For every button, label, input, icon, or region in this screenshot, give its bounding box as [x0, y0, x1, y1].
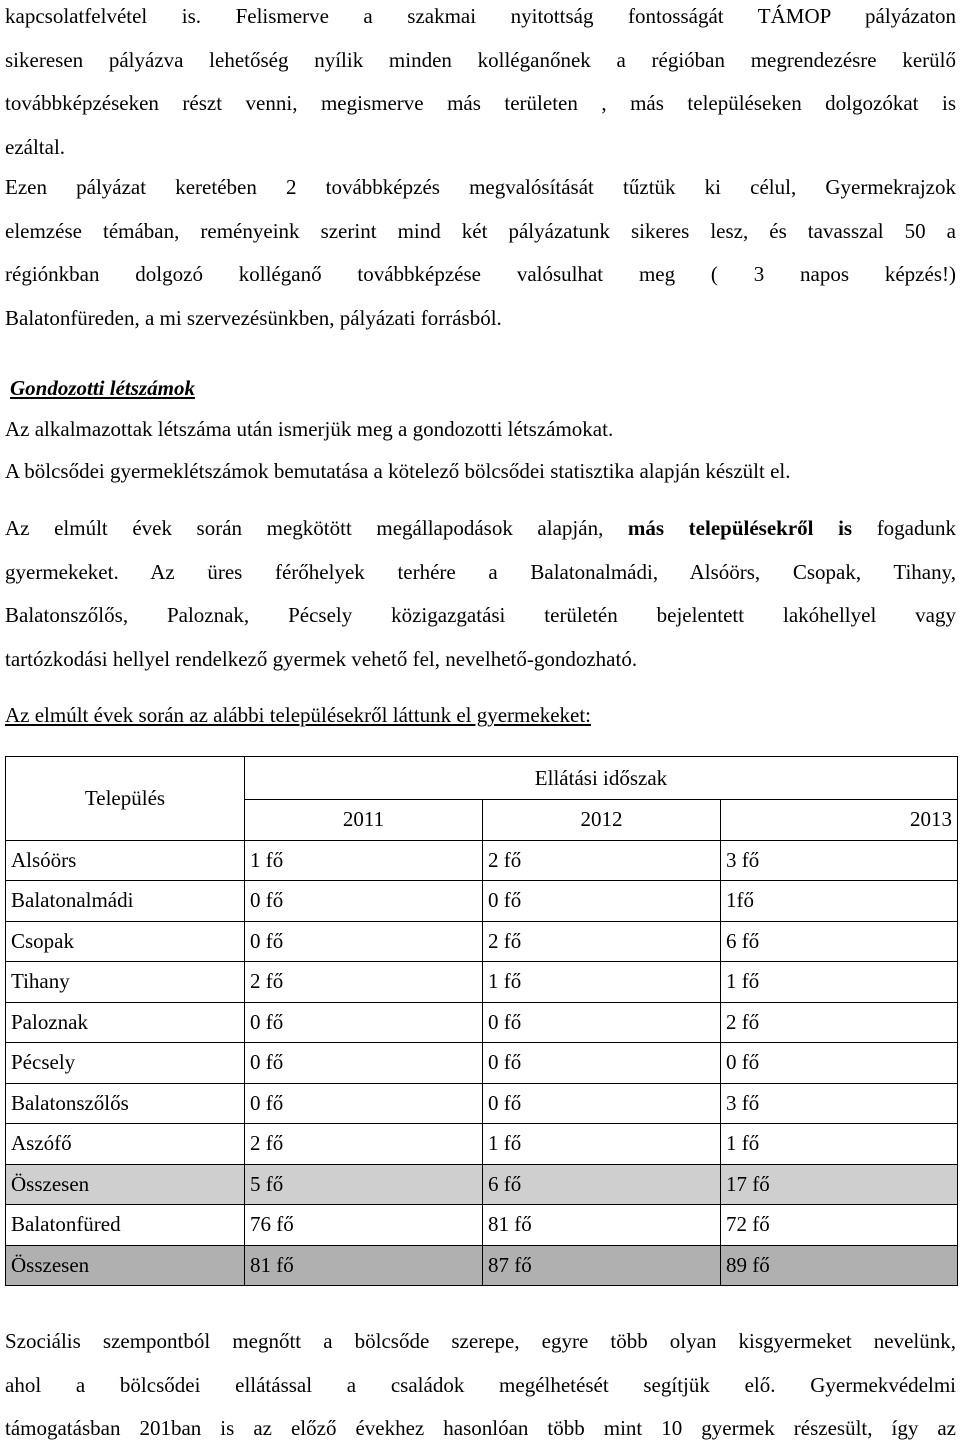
table-row — [6, 921, 958, 962]
table-cell: 1 fő — [483, 1124, 721, 1165]
intro-paragraph — [5, 0, 956, 169]
text-run: fogadunk — [876, 516, 957, 540]
text-line: továbbképzéseken részt venni, megismerve más területen , más településeken dolgozókat is — [5, 91, 956, 115]
table-cell: Csopak — [6, 921, 245, 962]
text-run: Az elmúlt évek során megkötött megállapodások alapján, — [5, 516, 604, 540]
text-line: gyermekeket. Az üres férőhelyek terhére a Balatonalmádi, Alsóörs, Csopak, Tihany, — [5, 559, 956, 584]
table-cell: 0 fő — [245, 881, 483, 922]
table-cell: 1 fő — [721, 962, 958, 1003]
text-line — [5, 507, 956, 551]
column-header-period: Ellátási időszak — [245, 757, 958, 800]
table-cell: Paloznak — [6, 1002, 245, 1043]
table-row — [6, 1002, 958, 1043]
table-cell: 1 fő — [483, 962, 721, 1003]
table-cell: 2 fő — [483, 840, 721, 881]
section-stat-line: A bölcsődei gyermeklétszámok bemutatása a kötelező bölcsődei statisztika alapján készült el. — [5, 459, 791, 483]
text-line: támogatásban 201ban is az előző évekhez hasonlóan több mint 10 gyermek részesült, így az — [5, 1416, 956, 1440]
table-cell: Összesen — [6, 1245, 245, 1286]
text-line: régiónkban dolgozó kolléganő továbbképzése valósulhat meg ( 3 napos képzés!) — [5, 262, 956, 286]
settlements-table — [5, 756, 958, 1286]
table-cell: 0 fő — [483, 1083, 721, 1124]
table-cell: 2 fő — [483, 921, 721, 962]
section-heading: Gondozotti létszámok — [10, 376, 195, 400]
table-cell: 0 fő — [245, 1002, 483, 1043]
table-row — [6, 840, 958, 881]
text-line: elemzése témában, reményeink szerint mind két pályázatunk sikeres lesz, és tavasszal 50 a — [5, 218, 956, 243]
column-header-year: 2013 — [721, 800, 958, 841]
table-cell: 2 fő — [721, 1002, 958, 1043]
table-cell: 0 fő — [245, 1043, 483, 1084]
text-line: kapcsolatfelvétel is. Felismerve a szakmai nyitottság fontosságát TÁMOP pályázaton — [5, 4, 956, 28]
table-cell: Aszófő — [6, 1124, 245, 1165]
table-cell: 0 fő — [721, 1043, 958, 1084]
text-line: Ezen pályázat keretében 2 továbbképzés megvalósítását tűztük ki célul, Gyermekrajzok — [5, 175, 956, 199]
table-cell: 0 fő — [483, 881, 721, 922]
text-line: Szociális szempontból megnőtt a bölcsőde szerepe, egyre több olyan kisgyermeket nevelünk, — [5, 1329, 956, 1353]
table-cell: 6 fő — [721, 921, 958, 962]
table-cell: 0 fő — [245, 921, 483, 962]
table-cell: Alsóörs — [6, 840, 245, 881]
table-row — [6, 1205, 958, 1246]
text-line: ahol a bölcsődei ellátással a családok megélhetését segítjük elő. Gyermekvédelmi — [5, 1372, 956, 1397]
training-paragraph — [5, 166, 956, 340]
column-header-year: 2011 — [245, 800, 483, 841]
table-cell: 5 fő — [245, 1164, 483, 1205]
table-intro: Az elmúlt évek során az alábbi településekről láttunk el gyermekeket: — [5, 703, 592, 727]
table-cell: 6 fő — [483, 1164, 721, 1205]
table-cell: 1 fő — [721, 1124, 958, 1165]
table-row — [6, 962, 958, 1003]
table-cell: Balatonalmádi — [6, 881, 245, 922]
table-cell: 81 fő — [483, 1205, 721, 1246]
text-line: Balatonszőlős, Paloznak, Pécsely közigazgatási területén bejelentett lakóhellyel vagy — [5, 603, 956, 627]
table-cell: 2 fő — [245, 962, 483, 1003]
table-cell: Összesen — [6, 1164, 245, 1205]
table-cell: 1 fő — [245, 840, 483, 881]
bold-text: más településekről is — [627, 516, 853, 540]
table-cell: 87 fő — [483, 1245, 721, 1286]
table-cell: 0 fő — [483, 1043, 721, 1084]
table-cell: Pécsely — [6, 1043, 245, 1084]
table-row — [6, 1083, 958, 1124]
table-cell: 0 fő — [245, 1083, 483, 1124]
table-cell: 3 fő — [721, 840, 958, 881]
column-header-place: Település — [6, 757, 245, 841]
table-row — [6, 881, 958, 922]
table-row-total — [6, 1245, 958, 1286]
section-intro-line: Az alkalmazottak létszáma után ismerjük meg a gondozotti létszámokat. — [5, 417, 614, 441]
table-cell: 3 fő — [721, 1083, 958, 1124]
table-cell: 89 fő — [721, 1245, 958, 1286]
table-cell: 72 fő — [721, 1205, 958, 1246]
table-cell: 2 fő — [245, 1124, 483, 1165]
table-cell: 1fő — [721, 881, 958, 922]
column-header-year: 2012 — [483, 800, 721, 841]
text-line: Balatonfüreden, a mi szervezésünkben, pályázati forrásból. — [5, 305, 502, 330]
text-line: tartózkodási hellyel rendelkező gyermek vehető fel, nevelhető-gondozható. — [5, 646, 638, 671]
text-line: ezáltal. — [5, 134, 66, 159]
table-cell: 17 fő — [721, 1164, 958, 1205]
table-row — [6, 1124, 958, 1165]
table-row-subtotal — [6, 1164, 958, 1205]
table-cell: Balatonszőlős — [6, 1083, 245, 1124]
closing-paragraph — [5, 1320, 956, 1451]
table-cell: 0 fő — [483, 1002, 721, 1043]
table-cell: Tihany — [6, 962, 245, 1003]
table-row — [6, 1043, 958, 1084]
table-cell: Balatonfüred — [6, 1205, 245, 1246]
table-cell: 76 fő — [245, 1205, 483, 1246]
agreements-paragraph — [5, 507, 956, 681]
table-cell: 81 fő — [245, 1245, 483, 1286]
text-line: sikeresen pályázva lehetőség nyílik minden kolléganőnek a régióban megrendezésre kerülő — [5, 47, 956, 72]
